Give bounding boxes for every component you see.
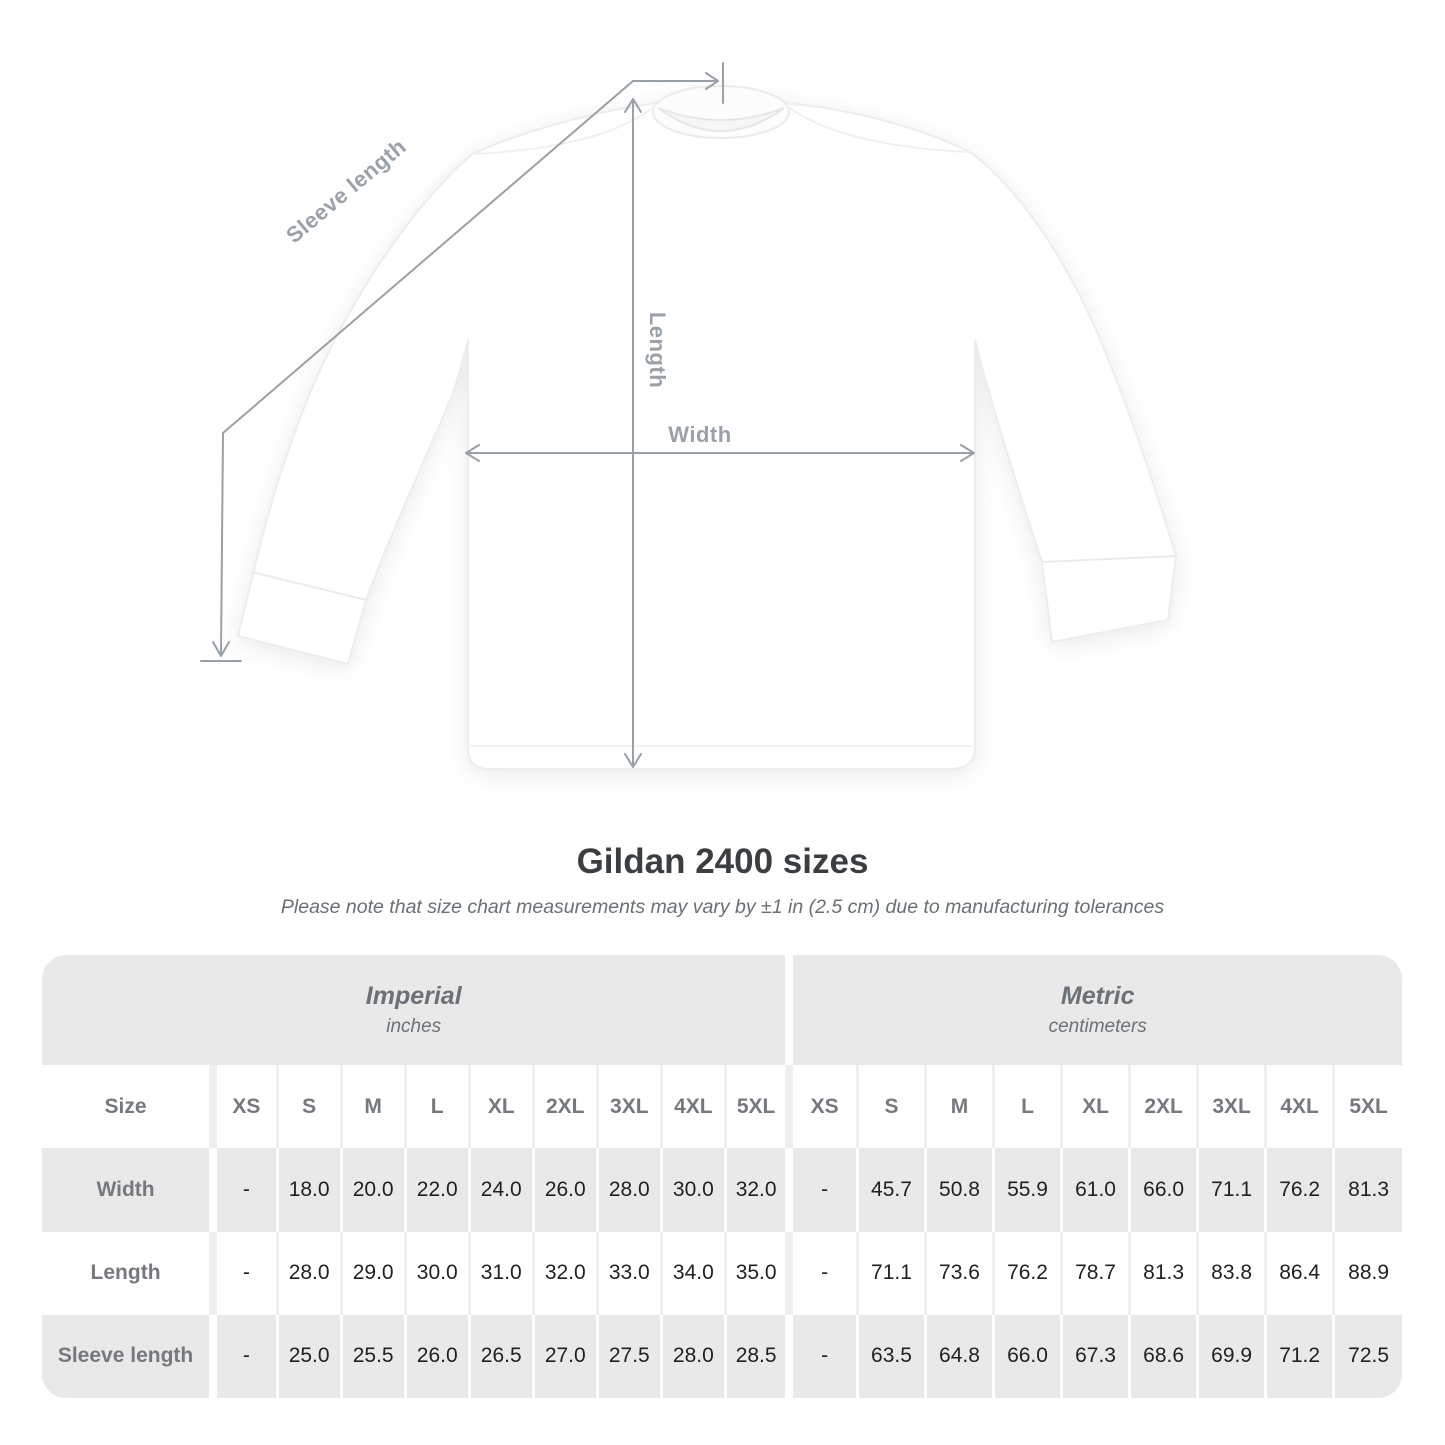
size-cell: 34.0 — [661, 1232, 725, 1315]
size-cell: 35.0 — [725, 1232, 789, 1315]
size-cell: 71.1 — [857, 1232, 925, 1315]
size-cell: - — [213, 1315, 277, 1398]
size-cell: - — [213, 1232, 277, 1315]
size-cell: 28.5 — [725, 1315, 789, 1398]
size-cell: 66.0 — [994, 1315, 1062, 1398]
row-label: Sleeve length — [57, 1344, 194, 1368]
size-cell: 67.3 — [1062, 1315, 1130, 1398]
size-cell: 81.3 — [1334, 1148, 1402, 1231]
size-cell: 20.0 — [341, 1148, 405, 1231]
width-label: Width — [668, 422, 732, 447]
unit-group-label: Imperial — [365, 982, 462, 1011]
unit-group-sublabel: inches — [386, 1016, 442, 1038]
size-cell: 26.0 — [405, 1315, 469, 1398]
size-cell: 28.0 — [661, 1315, 725, 1398]
size-cell: 76.2 — [1266, 1148, 1334, 1231]
size-cell: 71.2 — [1266, 1315, 1334, 1398]
size-cell: 29.0 — [341, 1232, 405, 1315]
size-cell: 25.5 — [341, 1315, 405, 1398]
size-cell: 66.0 — [1130, 1148, 1198, 1231]
unit-group-metric — [789, 955, 1402, 1065]
col-header-metric-s: S — [857, 1065, 925, 1148]
unit-group-label: Metric — [1060, 982, 1135, 1011]
size-cell: 27.0 — [533, 1315, 597, 1398]
length-label: Length — [645, 311, 670, 389]
col-header-imperial-5xl: 5XL — [725, 1065, 789, 1148]
size-table-grid — [42, 955, 1402, 1398]
size-cell: 72.5 — [1334, 1315, 1402, 1398]
col-header-imperial-m: M — [341, 1065, 405, 1148]
size-cell: 86.4 — [1266, 1232, 1334, 1315]
size-table — [42, 955, 1402, 1398]
size-cell: 50.8 — [925, 1148, 993, 1231]
size-cell: - — [213, 1148, 277, 1231]
corner-label: Size — [104, 1094, 147, 1118]
size-cell: - — [789, 1315, 857, 1398]
size-header-row — [42, 1065, 1402, 1148]
size-cell: 30.0 — [661, 1148, 725, 1231]
col-header-imperial-l: L — [405, 1065, 469, 1148]
size-cell: 25.0 — [277, 1315, 341, 1398]
size-cell: - — [789, 1148, 857, 1231]
table-row-width — [42, 1148, 1402, 1231]
size-cell: 61.0 — [1062, 1148, 1130, 1231]
size-cell: 27.5 — [597, 1315, 661, 1398]
size-cell: 26.0 — [533, 1148, 597, 1231]
unit-group-sublabel: centimeters — [1048, 1016, 1147, 1038]
col-header-metric-m: M — [925, 1065, 993, 1148]
page-subtitle: Please note that size chart measurements may vary by ±1 in (2.5 cm) due to manufacturing tolerances — [280, 896, 1165, 918]
size-cell: 78.7 — [1062, 1232, 1130, 1315]
size-cell: 32.0 — [725, 1148, 789, 1231]
sleeve-length-label: Sleeve length — [281, 133, 411, 249]
size-cell: 71.1 — [1198, 1148, 1266, 1231]
col-header-metric-5xl: 5XL — [1334, 1065, 1402, 1148]
col-header-metric-xl: XL — [1062, 1065, 1130, 1148]
size-cell: 26.5 — [469, 1315, 533, 1398]
col-header-imperial-4xl: 4XL — [661, 1065, 725, 1148]
size-cell: 28.0 — [277, 1232, 341, 1315]
size-cell: 63.5 — [857, 1315, 925, 1398]
size-cell: 31.0 — [469, 1232, 533, 1315]
row-label: Length — [90, 1261, 161, 1285]
size-cell: 28.0 — [597, 1148, 661, 1231]
size-cell: 55.9 — [994, 1148, 1062, 1231]
table-row-length — [42, 1232, 1402, 1315]
size-cell: 68.6 — [1130, 1315, 1198, 1398]
size-cell: 22.0 — [405, 1148, 469, 1231]
size-cell: 83.8 — [1198, 1232, 1266, 1315]
size-cell: 32.0 — [533, 1232, 597, 1315]
table-row-sleeve-length — [42, 1315, 1402, 1398]
row-label: Width — [96, 1178, 155, 1202]
col-header-metric-3xl: 3XL — [1198, 1065, 1266, 1148]
size-cell: 45.7 — [857, 1148, 925, 1231]
col-header-imperial-s: S — [277, 1065, 341, 1148]
col-header-imperial-2xl: 2XL — [533, 1065, 597, 1148]
col-header-metric-l: L — [994, 1065, 1062, 1148]
col-header-imperial-3xl: 3XL — [597, 1065, 661, 1148]
page-title: Gildan 2400 sizes — [576, 842, 869, 881]
size-cell: 73.6 — [925, 1232, 993, 1315]
col-header-metric-4xl: 4XL — [1266, 1065, 1334, 1148]
size-cell: 18.0 — [277, 1148, 341, 1231]
size-cell: 30.0 — [405, 1232, 469, 1315]
size-cell: 88.9 — [1334, 1232, 1402, 1315]
col-header-imperial-xl: XL — [469, 1065, 533, 1148]
unit-group-row — [42, 955, 1402, 1065]
size-cell: 76.2 — [994, 1232, 1062, 1315]
col-header-metric-xs: XS — [789, 1065, 857, 1148]
col-header-metric-2xl: 2XL — [1130, 1065, 1198, 1148]
size-cell: 69.9 — [1198, 1315, 1266, 1398]
size-cell: - — [789, 1232, 857, 1315]
size-cell: 81.3 — [1130, 1232, 1198, 1315]
size-cell: 64.8 — [925, 1315, 993, 1398]
unit-group-imperial — [42, 955, 789, 1065]
col-header-imperial-xs: XS — [213, 1065, 277, 1148]
size-cell: 24.0 — [469, 1148, 533, 1231]
size-cell: 33.0 — [597, 1232, 661, 1315]
